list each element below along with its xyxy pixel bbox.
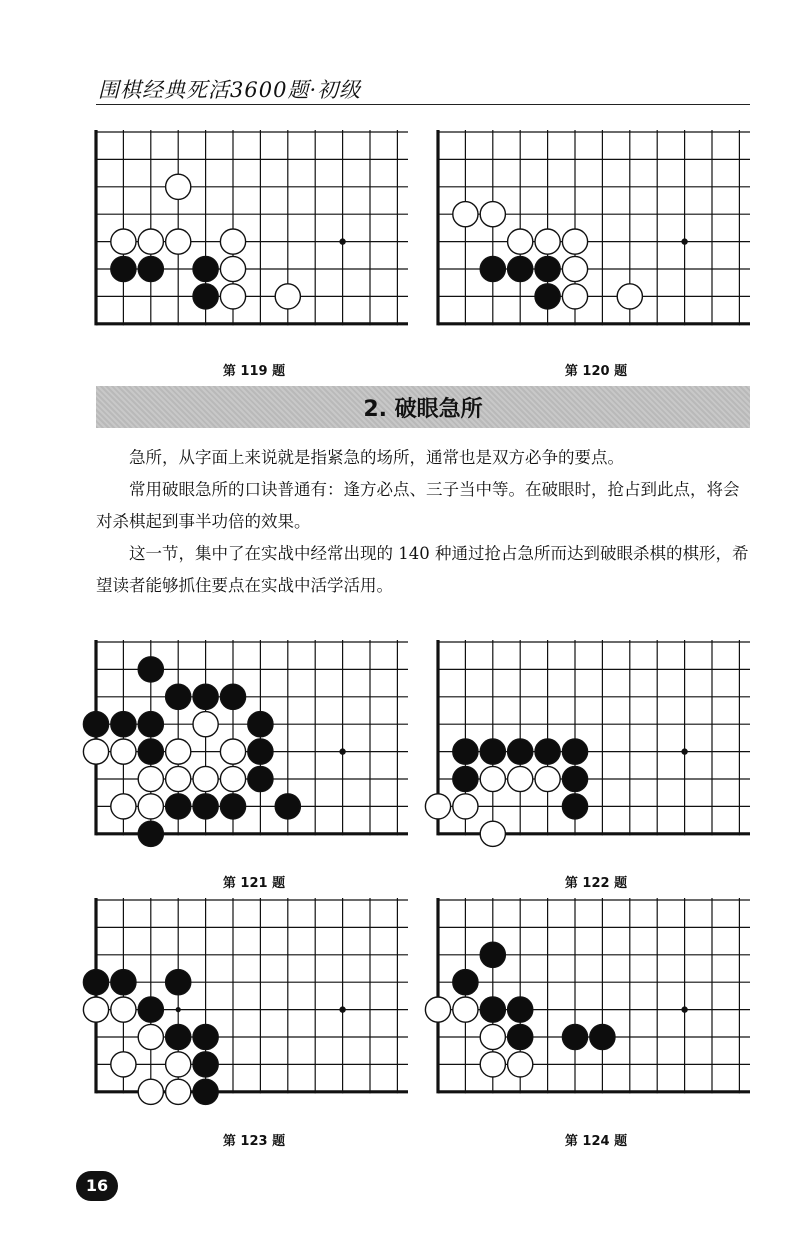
- white-stone: [453, 794, 478, 819]
- black-stone: [138, 997, 163, 1022]
- black-stone: [138, 256, 163, 281]
- white-stone: [138, 229, 163, 254]
- black-stone: [83, 970, 108, 995]
- white-stone: [480, 821, 505, 846]
- caption-120: 第 120 题: [564, 364, 628, 379]
- black-stone: [562, 794, 587, 819]
- black-stone: [508, 997, 533, 1022]
- white-stone: [220, 284, 245, 309]
- white-stone: [508, 766, 533, 791]
- black-stone: [480, 997, 505, 1022]
- black-stone: [83, 712, 108, 737]
- black-stone: [453, 766, 478, 791]
- black-stone: [535, 284, 560, 309]
- black-stone: [138, 739, 163, 764]
- white-stone: [111, 739, 136, 764]
- page-number: 16: [76, 1171, 118, 1201]
- black-stone: [535, 739, 560, 764]
- white-stone: [83, 997, 108, 1022]
- white-stone: [480, 1052, 505, 1077]
- star-point: [681, 748, 687, 754]
- black-stone: [275, 794, 300, 819]
- white-stone: [166, 766, 191, 791]
- go-board-120: [436, 130, 756, 345]
- star-point: [339, 748, 345, 754]
- black-stone: [248, 739, 273, 764]
- white-stone: [220, 229, 245, 254]
- header-rule: [96, 104, 750, 105]
- caption-119: 第 119 题: [222, 364, 286, 379]
- black-stone: [138, 657, 163, 682]
- go-board-123: [80, 898, 414, 1126]
- black-stone: [166, 794, 191, 819]
- black-stone: [138, 821, 163, 846]
- black-stone: [138, 712, 163, 737]
- paragraph-3: 这一节，集中了在实战中经常出现的 140 种通过抢占急所而达到破眼杀棋的棋形，希望读者能够抓住要点在实战中活学活用。: [96, 544, 749, 595]
- black-stone: [453, 970, 478, 995]
- white-stone: [453, 202, 478, 227]
- white-stone: [220, 256, 245, 281]
- white-stone: [166, 739, 191, 764]
- go-board-122: [424, 638, 756, 870]
- white-stone: [111, 229, 136, 254]
- black-stone: [111, 970, 136, 995]
- star-point: [339, 1006, 345, 1012]
- paragraph-1: 急所，从字面上来说就是指紧急的场所，通常也是双方必争的要点。: [129, 448, 624, 467]
- white-stone: [508, 229, 533, 254]
- white-stone: [111, 794, 136, 819]
- go-board-121: [80, 638, 414, 870]
- black-stone: [248, 766, 273, 791]
- black-stone: [508, 1024, 533, 1049]
- white-stone: [166, 174, 191, 199]
- white-stone: [166, 1079, 191, 1104]
- white-stone: [83, 739, 108, 764]
- white-stone: [220, 766, 245, 791]
- black-stone: [166, 970, 191, 995]
- white-stone: [193, 766, 218, 791]
- white-stone: [138, 766, 163, 791]
- white-stone: [425, 997, 450, 1022]
- white-stone: [480, 202, 505, 227]
- white-stone: [535, 229, 560, 254]
- white-stone: [166, 1052, 191, 1077]
- black-stone: [193, 1052, 218, 1077]
- white-stone: [111, 997, 136, 1022]
- black-stone: [535, 256, 560, 281]
- white-stone: [425, 794, 450, 819]
- black-stone: [193, 1024, 218, 1049]
- black-stone: [111, 256, 136, 281]
- white-stone: [480, 1024, 505, 1049]
- black-stone: [193, 1079, 218, 1104]
- caption-121: 第 121 题: [222, 876, 286, 891]
- white-stone: [508, 1052, 533, 1077]
- caption-123: 第 123 题: [222, 1134, 286, 1149]
- black-stone: [480, 942, 505, 967]
- paragraph-2: 常用破眼急所的口诀普通有：逢方必点、三子当中等。在破眼时，抢占到此点，将会对杀棋起到事半功倍的效果。: [96, 480, 740, 531]
- star-point: [681, 238, 687, 244]
- star-point: [339, 238, 345, 244]
- white-stone: [562, 229, 587, 254]
- white-stone: [193, 712, 218, 737]
- white-stone: [138, 794, 163, 819]
- black-stone: [508, 739, 533, 764]
- black-stone: [480, 256, 505, 281]
- white-stone: [617, 284, 642, 309]
- star-point: [176, 1007, 181, 1012]
- white-stone: [275, 284, 300, 309]
- white-stone: [166, 229, 191, 254]
- white-stone: [480, 766, 505, 791]
- go-board-124: [424, 898, 756, 1126]
- caption-122: 第 122 题: [564, 876, 628, 891]
- white-stone: [111, 1052, 136, 1077]
- black-stone: [562, 1024, 587, 1049]
- black-stone: [248, 712, 273, 737]
- black-stone: [220, 684, 245, 709]
- white-stone: [562, 284, 587, 309]
- black-stone: [193, 284, 218, 309]
- white-stone: [138, 1079, 163, 1104]
- black-stone: [193, 794, 218, 819]
- black-stone: [562, 739, 587, 764]
- white-stone: [220, 739, 245, 764]
- black-stone: [193, 256, 218, 281]
- black-stone: [166, 684, 191, 709]
- black-stone: [480, 739, 505, 764]
- white-stone: [453, 997, 478, 1022]
- black-stone: [453, 739, 478, 764]
- white-stone: [535, 766, 560, 791]
- section-title: 2. 破眼急所: [363, 397, 483, 422]
- black-stone: [111, 712, 136, 737]
- go-board-119: [94, 130, 414, 345]
- white-stone: [562, 256, 587, 281]
- caption-124: 第 124 题: [564, 1134, 628, 1149]
- header-title: 围棋经典死活3600题·初级: [98, 78, 362, 102]
- black-stone: [508, 256, 533, 281]
- black-stone: [562, 766, 587, 791]
- black-stone: [166, 1024, 191, 1049]
- white-stone: [138, 1024, 163, 1049]
- black-stone: [590, 1024, 615, 1049]
- black-stone: [193, 684, 218, 709]
- star-point: [681, 1006, 687, 1012]
- black-stone: [220, 794, 245, 819]
- section-header: [96, 386, 750, 428]
